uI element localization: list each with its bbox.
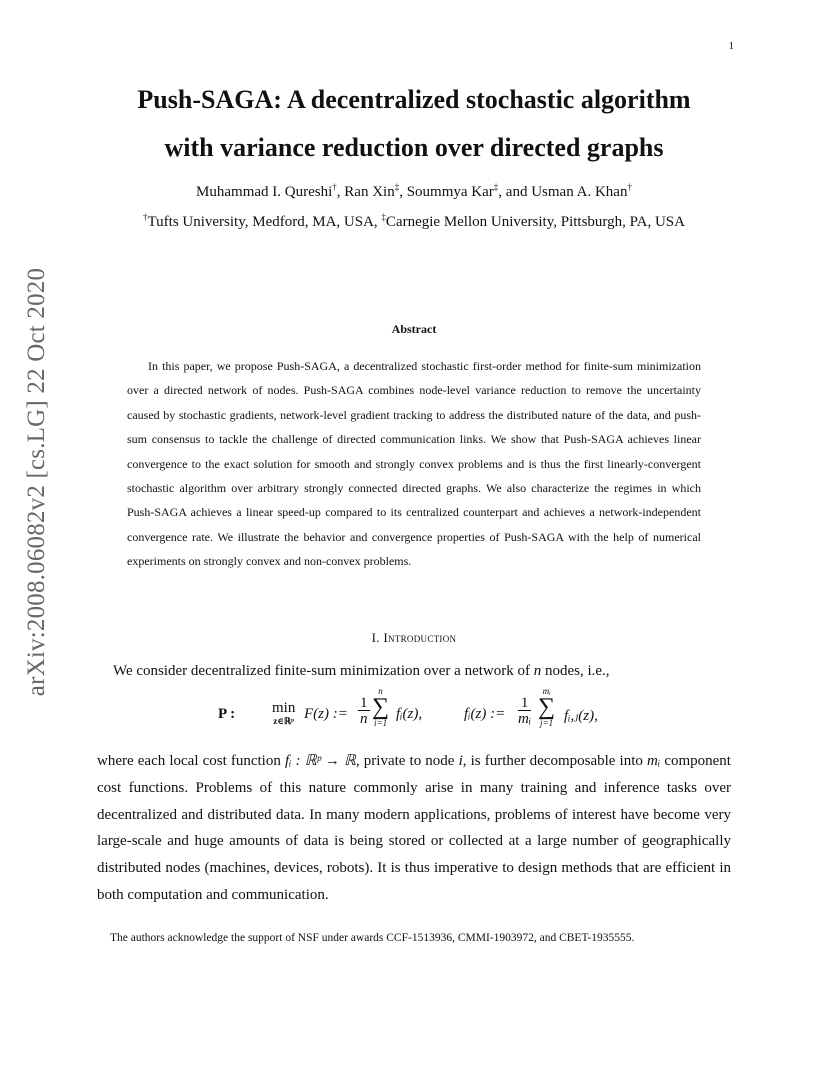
para-math-fi: fᵢ : ℝᵖ → ℝ [284, 753, 356, 769]
dagger-mark: † [627, 182, 632, 192]
intro-text: We consider decentralized finite-sum minimization over a network of [113, 663, 534, 679]
fraction-1-over-n [358, 696, 370, 727]
author-separator: , [336, 184, 345, 200]
author-3: Soummya Kar [406, 184, 494, 200]
frac2-denominator: mᵢ [518, 711, 532, 727]
author-4: Usman A. Khan [531, 184, 628, 200]
title-line-1: Push-SAGA: A decentralized stochastic algorithm [137, 85, 691, 114]
author-list [0, 182, 828, 201]
min-subscript: z∈ℝᵖ [273, 716, 295, 726]
author-1: Muhammad I. Qureshi [196, 184, 333, 200]
sum1-upper: n [378, 686, 383, 696]
dagger-mark: † [143, 212, 148, 222]
author-2: Ran Xin [344, 184, 395, 200]
abstract-body: In this paper, we propose Push-SAGA, a decentralized stochastic first-order method for finite-sum minimization over a directed network of nodes. Push-SAGA combines node-level variance reduction to remove the uncertainty caused by stochastic gradients, network-level gradient tracking to address the distributed nature of the data, and push-sum consensus to tackle the challenge of directed communication links. We show that Push-SAGA achieves linear convergence to the exact solution for smooth and strongly convex problems and is thus the first linearly-convergent stochastic algorithm over arbitrary strongly connected directed graphs. We also characterize the regimes in which Push-SAGA achieves a linear speed-up compared to its centralized counterpart and achieves a network-independent convergence rate. We illustrate the behavior and convergence properties of Push-SAGA with the help of numerical experiments on strongly convex and non-convex problems. [127, 359, 701, 569]
sum2-lower: j=1 [540, 718, 554, 728]
min-text: min [272, 700, 296, 716]
author-separator: , and [498, 184, 532, 200]
local-cost-lhs: fᵢ(z) := [464, 706, 506, 722]
intro-sentence [113, 663, 610, 680]
para-text: where each local cost function [97, 753, 285, 769]
para-math-mi: mᵢ [647, 753, 661, 769]
para-text: component cost functions. Problems of this nature commonly arise in many training and inference tasks over decentralized and distributed data. In many modern applications, problems of interest have become very large-scale and huge amounts of data is being stored or collected at a large number of geographically distributed nodes (machines, devices, robots). It is thus imperative to design methods that are efficient in both computation and communication. [97, 753, 731, 903]
footnote: The authors acknowledge the support of NSF under awards CCF-1513936, CMMI-1903972, and CBET-1935555. [110, 932, 635, 944]
ddagger-mark: ‡ [381, 212, 386, 222]
sum2-symbol: ∑ [538, 694, 556, 720]
sum1-lower: i=1 [374, 718, 388, 728]
affiliation-1: Tufts University, Medford, MA, USA, [147, 214, 382, 230]
section-number: I. [371, 630, 384, 645]
paper-title [0, 76, 828, 172]
ddagger-mark: ‡ [493, 182, 499, 192]
sum2-upper: mᵢ [542, 686, 551, 696]
affiliation-2: Carnegie Mellon University, Pittsburgh, PA, USA [385, 214, 685, 230]
abstract-heading: Abstract [391, 322, 437, 336]
arxiv-side-identifier: arXiv:2008.06082v2 [cs.LG] 22 Oct 2020 [23, 267, 50, 697]
page-number: 1 [728, 40, 734, 52]
equation-label: P : [218, 706, 236, 722]
frac2-numerator: 1 [518, 696, 531, 711]
para-text: , is further decomposable into [462, 753, 647, 769]
title-line-2: with variance reduction over directed graphs [164, 133, 664, 162]
dagger-mark: † [332, 182, 337, 192]
min-operator [272, 700, 295, 726]
author-separator: , [399, 184, 407, 200]
sum2-term: fᵢ,ⱼ(z), [564, 708, 598, 724]
intro-text-end: nodes, i.e., [541, 663, 610, 679]
frac1-numerator: 1 [360, 695, 368, 711]
section-heading [0, 630, 828, 646]
intro-variable: n [533, 663, 542, 679]
sum1-term: fᵢ(z), [396, 706, 423, 722]
frac1-denominator: n [360, 711, 368, 727]
sum1-symbol: ∑ [372, 694, 390, 720]
para-text: , private to node [355, 753, 459, 769]
sum-2 [538, 686, 555, 728]
para-math-i: i [458, 753, 463, 769]
objective-lhs: F(z) := [304, 706, 348, 722]
ddagger-mark: ‡ [394, 182, 400, 192]
affiliations [0, 212, 828, 231]
problem-equation [200, 686, 660, 742]
sum-1 [372, 686, 389, 728]
fraction-1-over-mi [518, 696, 531, 727]
section-title: Introduction [383, 630, 457, 645]
intro-paragraph [97, 748, 731, 909]
